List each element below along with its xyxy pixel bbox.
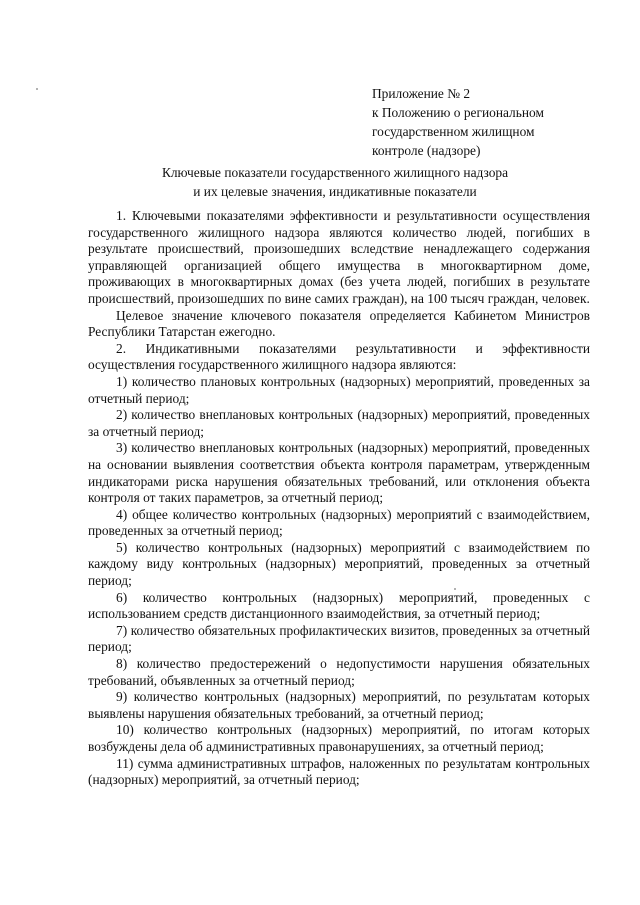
appendix-reference-line: к Положению о региональном [372, 105, 544, 120]
document-title [80, 163, 590, 201]
title-line: и их целевые значения, индикативные показатели [193, 184, 477, 199]
list-item: 9) количество контрольных (надзорных) мероприятий, по результатам которых выявлены нарушения обязательных требований, за отчетный период; [88, 689, 590, 721]
list-item: 10) количество контрольных (надзорных) мероприятий, по итогам которых возбуждены дела об административных правонарушениях, за отчетный период; [88, 722, 590, 754]
scan-speck [36, 88, 38, 90]
list-item: 1) количество плановых контрольных (надзорных) мероприятий, проведенных за отчетный период; [88, 373, 590, 406]
list-item: 3) количество внеплановых контрольных (надзорных) мероприятий, проведенных на основании выявления соответствия объекта контроля параметрам, утвержденным индикаторами риска нарушения обязательных требований, или отклонения объекта контроля от таких параметров, за отчетный период; [88, 440, 590, 506]
appendix-reference-line: контроле (надзоре) [372, 143, 481, 158]
list-item: 2) количество внеплановых контрольных (надзорных) мероприятий, проведенных за отчетный период; [88, 407, 590, 439]
list-item: 11) сумма административных штрафов, наложенных по результатам контрольных (надзорных) мероприятий, за отчетный период; [88, 755, 590, 788]
list-item: 6) количество контрольных (надзорных) мероприятий, проведенных с использованием средств дистанционного взаимодействия, за отчетный период; [88, 589, 590, 622]
paragraph-key-indicators: 1. Ключевыми показателями эффективности и результативности осуществления государственного жилищного надзора являются количество людей, погибших в результате происшествий, произошедших вследствие ненадлежащего содержания управляющей организацией общего имущества в многоквартирном доме, проживающих в многоквартирных домах (без учета людей, погибших в результате происшествий, произошедших по вине самих граждан), на 100 тысяч граждан, человек. [88, 208, 590, 306]
list-item: 5) количество контрольных (надзорных) мероприятий с взаимодействием по каждому виду контрольных (надзорных) мероприятий, проведенных за отчетный период; [88, 539, 590, 589]
list-item: 7) количество обязательных профилактических визитов, проведенных за отчетный период; [88, 622, 590, 655]
title-line: Ключевые показатели государственного жилищного надзора [161, 165, 509, 180]
paragraph-indicative-intro: 2. Индикативными показателями результативности и эффективности осуществления государственного жилищного надзора являются: [88, 340, 590, 373]
appendix-number: Приложение № 2 [372, 86, 471, 101]
document-body [88, 208, 590, 789]
appendix-header [372, 84, 602, 160]
appendix-reference-line: государственном жилищном [372, 124, 535, 139]
paragraph-target-value: Целевое значение ключевого показателя определяется Кабинетом Министров Республики Татарстан ежегодно. [88, 307, 590, 340]
list-item: 4) общее количество контрольных (надзорных) мероприятий с взаимодействием, проведенных за отчетный период; [88, 506, 590, 539]
list-item: 8) количество предостережений о недопустимости нарушения обязательных требований, объявленных за отчетный период; [88, 656, 590, 688]
